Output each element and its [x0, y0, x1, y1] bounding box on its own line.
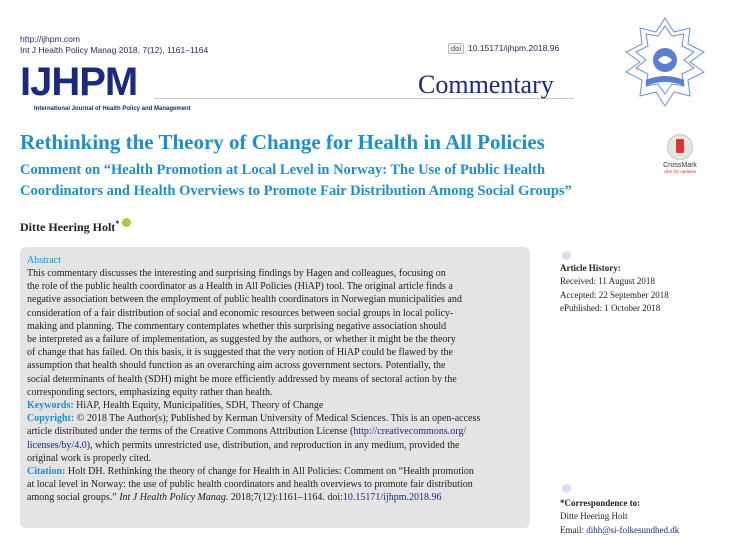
crossmark-label: CrossMark — [663, 162, 697, 169]
author-name: Ditte Heering Holt — [20, 220, 116, 234]
abstract-line: be interpreted as a failure of implementation, as suggested by the authors, or whether it might be the theory — [27, 334, 456, 346]
article-subtitle-line-1: Comment on “Health Promotion at Local Level in Norway: The Use of Public Health — [20, 162, 546, 178]
citation-line-3: among social groups.” Int J Health Policy Manag. 2018;7(12):1161–1164. doi:10.15171/ijhpm.2018.96 — [27, 492, 442, 504]
license-link-continued[interactable]: licenses/by/4.0 — [27, 439, 87, 451]
copyright-line-2: article distributed under the terms of the Creative Commons Attribution License (http://creativecommons.org/ — [27, 426, 467, 438]
abstract-line: the role of the public health coordinator as a Health in All Policies (HiAP) tool. The original article finds a — [27, 281, 453, 293]
correspondence-heading: *Correspondence to: — [560, 498, 641, 508]
article-history — [560, 262, 669, 315]
citation-line-2: at local level in Norway: the use of public health coordinators and health overviews to promote fair distribution — [27, 479, 473, 491]
history-epublished: ePublished: 1 October 2018 — [560, 302, 661, 313]
citation-line-1: Citation: Holt DH. Rethinking the theory of change for Health in All Policies: Comment on “Health promotion — [27, 466, 474, 478]
citation-label: Citation: — [27, 466, 66, 478]
correspondence-bullet-icon — [562, 484, 571, 493]
copyright-line-3: licenses/by/4.0), which permits unrestricted use, distribution, and reproduction in any medium, provided the — [27, 439, 460, 451]
crossmark-sublabel: click for updates — [663, 169, 697, 174]
correspondence — [560, 497, 679, 537]
abstract-line: social determinants of health (SDH) might be more efficiently addressed by means of sectoral action by the — [27, 373, 457, 385]
keywords-line — [27, 399, 525, 412]
article-subtitle-line-2: Coordinators and Health Overviews to Promote Fair Distribution Among Social Groups” — [20, 183, 572, 199]
author-line — [20, 218, 131, 235]
copyright-line-4: original work is properly cited. — [27, 452, 152, 464]
section-label: Commentary — [418, 70, 554, 99]
journal-emblem-icon — [618, 14, 712, 110]
journal-url[interactable]: http://ijhpm.com — [20, 34, 80, 44]
abstract-line: making and planning. The commentary contemplates whether this surprising negative association should — [27, 320, 447, 332]
copyright-line-1: Copyright: © 2018 The Author(s); Published by Kerman University of Medical Sciences. This is an open-access — [27, 413, 481, 425]
copyright-label: Copyright: — [27, 413, 75, 425]
abstract-heading: Abstract — [27, 255, 61, 266]
history-received: Received: 11 August 2018 — [560, 276, 655, 287]
keywords-label: Keywords: — [27, 400, 74, 412]
citation-journal: Int J Health Policy Manag. — [119, 492, 229, 504]
history-bullet-icon — [562, 251, 571, 260]
abstract-body — [27, 267, 525, 505]
abstract-line: corresponding sectors, emphasizing equity rather than health. — [27, 386, 273, 398]
article-title: Rethinking the Theory of Change for Health in All Policies — [20, 130, 545, 154]
license-link[interactable]: http://creativecommons.org/ — [353, 426, 467, 438]
abstract-line: negative association between the employment of public health coordinators in Norwegian municipalities and — [27, 294, 462, 306]
doi-block[interactable] — [448, 38, 559, 56]
history-heading: Article History: — [560, 263, 621, 273]
correspondence-name: Ditte Heering Holt — [560, 511, 628, 522]
author-mark: * — [115, 219, 120, 228]
orcid-icon[interactable] — [122, 218, 131, 227]
history-accepted: Accepted: 22 September 2018 — [560, 289, 669, 300]
abstract-line: consideration of a fair distribution of social and economic resources between social groups in local policy- — [27, 307, 454, 319]
correspondence-email-line: Email: dihh@si-folkesundhed.dk — [560, 524, 680, 535]
abstract-line: This commentary discusses the interesting and surprising findings by Hagen and colleagues, focusing on — [27, 268, 446, 279]
crossmark-badge[interactable] — [660, 134, 700, 174]
journal-logo-subtitle: International Journal of Health Policy and Management — [34, 106, 191, 112]
doi-link[interactable]: 10.15171/ijhpm.2018.96 — [468, 43, 560, 53]
keywords-text: HiAP, Health Equity, Municipalities, SDH, Theory of Change — [76, 400, 324, 412]
doi-icon: doi — [448, 43, 464, 54]
journal-citation-line: Int J Health Policy Manag 2018, 7(12), 1161–1164 — [20, 45, 209, 55]
citation-doi-link[interactable]: 10.15171/ijhpm.2018.96 — [342, 492, 442, 504]
abstract-line: assumption that health should function as an overarching aim across government sectors. Potentially, the — [27, 360, 446, 372]
abstract-line: of change that has failed. On this basis, it is suggested that the very notion of HiAP could be flawed by the — [27, 347, 453, 359]
journal-logo: IJHPM — [20, 60, 138, 104]
crossmark-icon — [667, 134, 693, 160]
correspondence-email[interactable]: dihh@si-folkesundhed.dk — [586, 524, 680, 535]
